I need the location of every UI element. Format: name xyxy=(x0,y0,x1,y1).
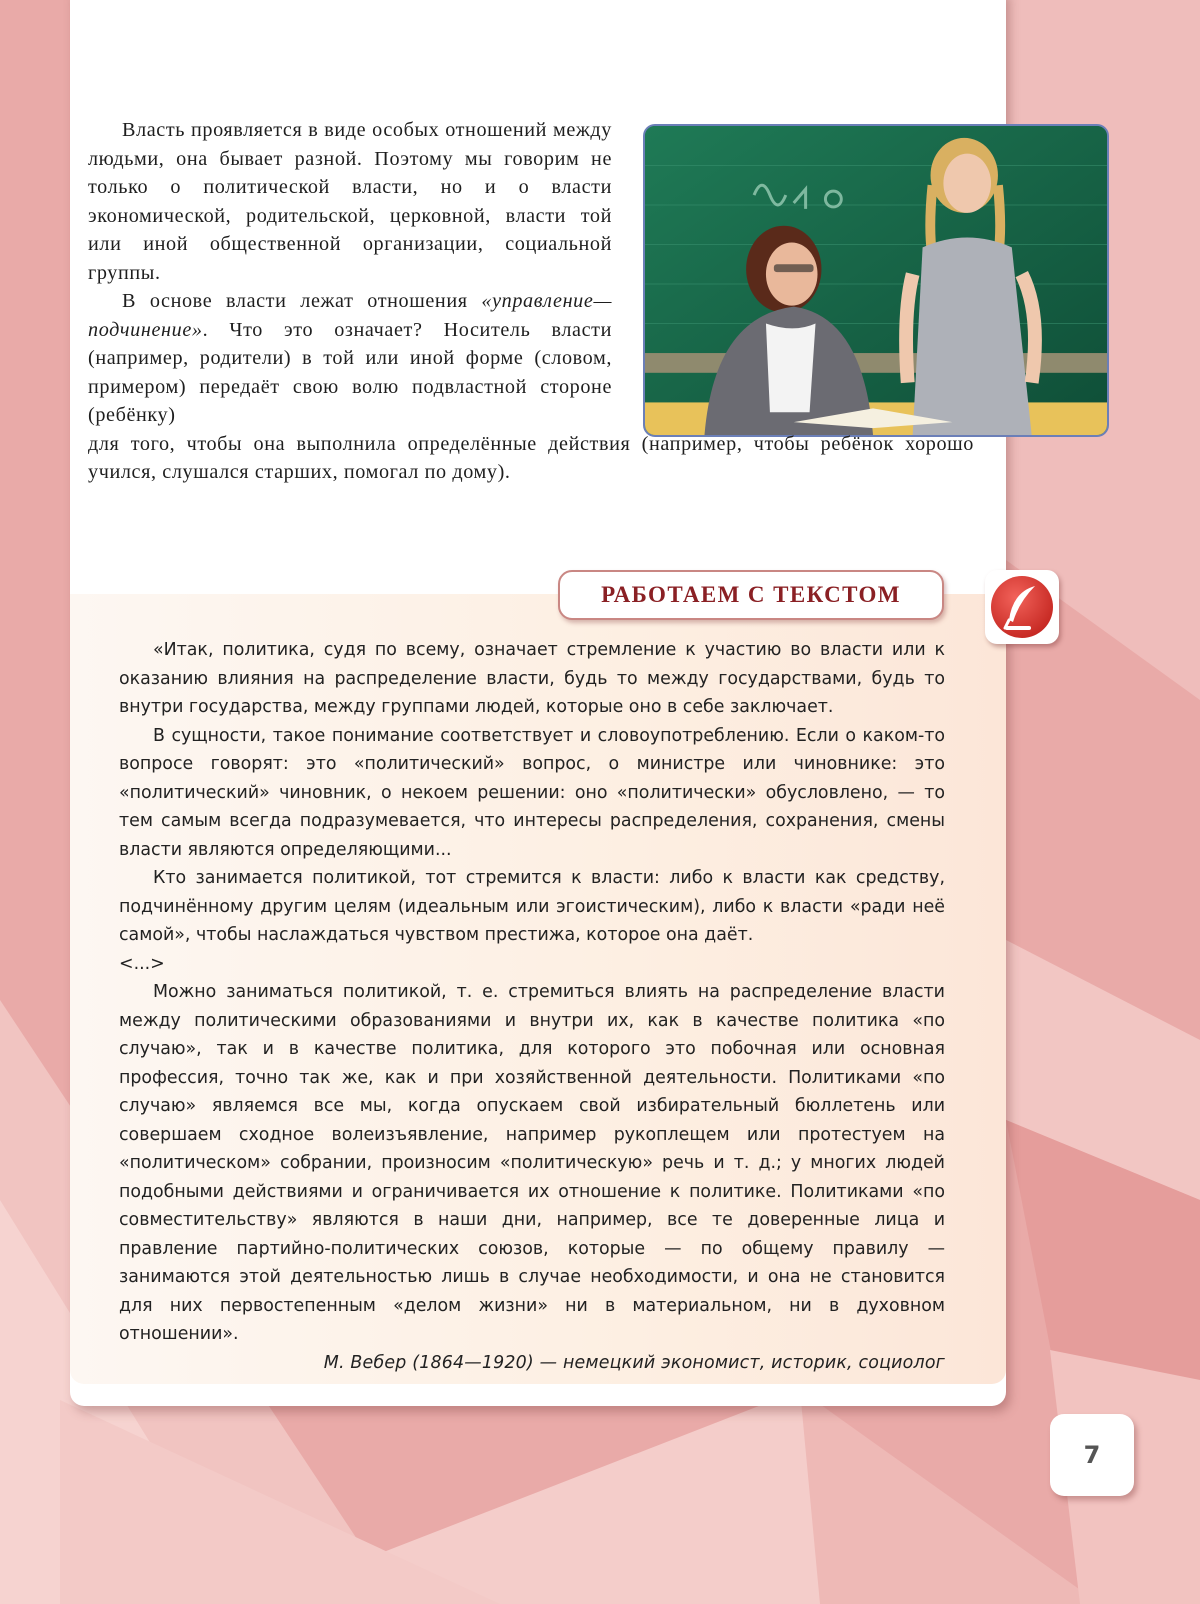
paragraph-power-relations-end: для того, чтобы она выполнила определённые действия (например, чтобы ребёнок хорошо учился, слушался старших, помогал по дому). xyxy=(88,432,974,483)
quote-ellipsis: <...> xyxy=(119,953,165,974)
quote-paragraph-3: Кто занимается политикой, тот стремится к власти: либо к власти как средству, подчинённому другим целям (идеальным или эгоистическим), либо к власти «ради неё самой», чтобы наслаждаться чувством престижа, которое она даёт. xyxy=(119,868,945,945)
quote-paragraph-2: В сущности, такое понимание соответствует и словоупотреблению. Если о каком-то вопросе говорят: это «политический» вопрос, о министре или чиновнике: это «политический» чиновник, о некоем решении: оно «политически» обусловлено, — то тем самым всегда подразумевается, что интересы распределения, сохранения, смены власти являются определяющими... xyxy=(119,725,945,860)
term-management-subordination: «управление—подчинение» xyxy=(88,290,612,341)
working-with-text-title: РАБОТАЕМ С ТЕКСТОМ xyxy=(601,582,901,607)
weber-quote xyxy=(119,636,945,1349)
quill-icon xyxy=(985,570,1059,644)
page-number: 7 xyxy=(1050,1414,1134,1496)
main-text xyxy=(88,116,974,487)
working-with-text-header xyxy=(558,570,944,620)
quote-author: М. Вебер (1864—1920) — немецкий экономист, историк, социолог xyxy=(323,1353,945,1373)
quote-paragraph-4: Можно заниматься политикой, т. е. стремиться влиять на распределение власти между политическими образованиями и внутри их, как в качестве политика «по случаю», так и в качестве политика, для которого это побочная или основная профессия, точно так же, как и при хозяйственной деятельности. Политиками «по случаю» являемся все мы, когда опускаем свой избирательный бюллетень или совершаем сходное волеизъявление, например рукоплещем или протестуем на «политическом» собрании, произносим «политическую» речь и т. д.; у многих людей подобными действиями и ограничивается их отношение к политике. Политиками «по совместительству» являются в наши дни, например, все те доверенные лица и правление партийно-политических союзов, которые — по общему правилу — занимаются этой деятельностью лишь в случае необходимости, и она не становится для них первостепенным «делом жизни» ни в материальном, ни в духовном отношении». xyxy=(119,982,945,1344)
paragraph-power-forms: Власть проявляется в виде особых отношений между людьми, она бывает разной. Поэтому мы говорим не только о политической власти, но и о власти экономической, родительской, церковной, власти той или иной общественной организации, социальной группы. xyxy=(88,119,612,284)
quote-paragraph-1: «Итак, политика, судя по всему, означает стремление к участию во власти или к оказанию влияния на распределение власти, будь то между государствами, будь то внутри государства, между группами людей, которые оно в себе заключает. xyxy=(119,640,945,717)
narrow-column xyxy=(88,116,612,430)
paragraph-power-relations-rest: . Что это означает? Носитель власти (например, родители) в той или иной форме (словом, примером) передаёт свою волю подвластной стороне (ребёнку) xyxy=(88,318,612,426)
paragraph-power-relations-start: В основе власти лежат отношения xyxy=(122,290,482,312)
paragraph-power-relations xyxy=(88,287,612,430)
quill-button[interactable] xyxy=(985,570,1059,644)
